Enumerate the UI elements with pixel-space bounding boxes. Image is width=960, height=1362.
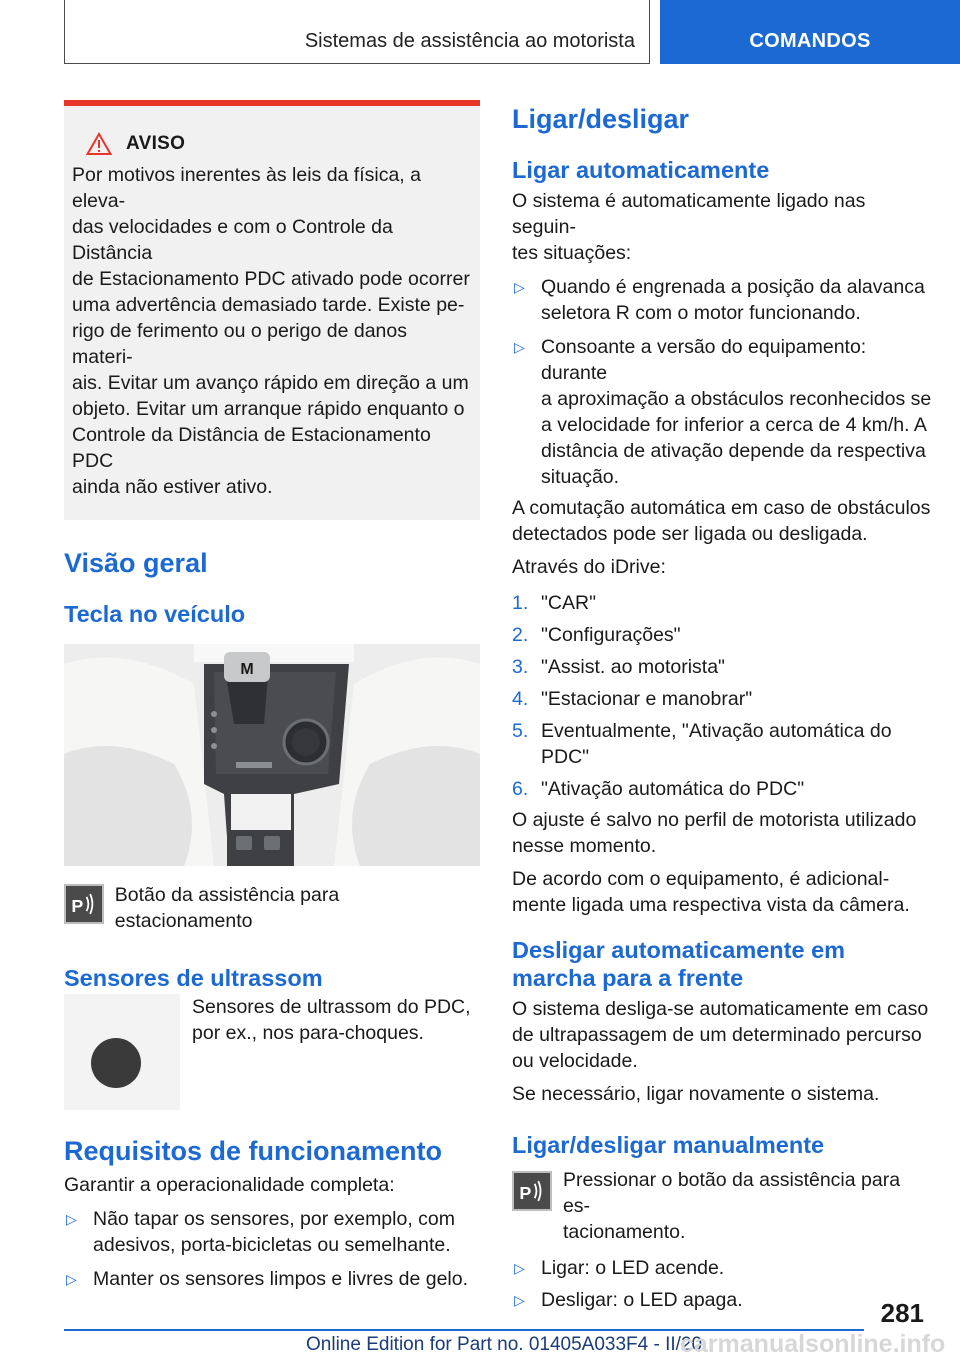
manual-heading: Ligar/desligar manualmente [512, 1132, 825, 1158]
header-tab[interactable] [660, 0, 960, 64]
ultrasonic-sensor-icon [91, 1038, 141, 1088]
step-text: "CAR" [541, 592, 597, 614]
paragraph-line: O ajuste é salvo no perfil de motorista utilizado [512, 809, 917, 831]
step-number: 1. [512, 592, 529, 614]
button-heading: Tecla no veículo [64, 601, 246, 627]
park-assist-icon [64, 884, 104, 924]
requirements-heading: Requisitos de funcionamento [64, 1136, 443, 1166]
step-item [512, 622, 932, 648]
step-number: 4. [512, 688, 529, 710]
warning-line: rigo de ferimento ou o perigo de danos materi- [72, 320, 407, 368]
warning-line: uma advertência demasiado tarde. Existe pe- [72, 294, 465, 316]
switch-text [512, 495, 932, 547]
overview-heading: Visão geral [64, 548, 208, 578]
left-column [64, 100, 480, 1292]
manual-text [563, 1167, 932, 1245]
paragraph-line: tacionamento. [562, 1221, 686, 1243]
sensors-heading: Sensores de ultrassom [64, 965, 323, 991]
step-item [512, 590, 932, 616]
warning-line: objeto. Evitar um arranque rápido enquanto o [72, 398, 465, 420]
list-item-text: Consoante a versão do equipamento: durante [541, 336, 867, 384]
list-item-text: Não tapar os sensores, por exemplo, com [93, 1208, 456, 1230]
step-number: 3. [512, 656, 529, 678]
auto-on-heading: Ligar automaticamente [512, 157, 770, 183]
warning-line: Por motivos inerentes às leis da física, a eleva- [72, 164, 421, 212]
list-item-text: Desligar: o LED apaga. [541, 1289, 743, 1311]
warning-line: Controle da Distância de Estacionamento PDC [72, 424, 431, 472]
bullet-triangle-icon: ▷ [514, 1292, 525, 1308]
bullet-triangle-icon: ▷ [514, 279, 525, 295]
step-text: PDC" [541, 746, 590, 768]
step-number: 6. [512, 778, 529, 800]
paragraph-line: ou velocidade. [512, 1050, 638, 1072]
auto-on-intro [512, 188, 932, 266]
list-item [512, 334, 932, 490]
list-item-text: adesivos, porta-bicicletas ou semelhante. [93, 1234, 451, 1256]
page-number: 281 [880, 1298, 924, 1328]
svg-text:P: P [71, 896, 84, 917]
paragraph-line: O sistema é automaticamente ligado nas seguin- [512, 190, 866, 238]
paragraph-line: Pressionar o botão da assistência para es- [562, 1169, 901, 1217]
step-text: "Configurações" [541, 624, 681, 646]
warning-title: AVISO [126, 133, 186, 154]
requirements-list [64, 1206, 480, 1292]
paragraph-line: mente ligada uma respectiva vista da câmera. [512, 894, 910, 916]
paragraph-line: O sistema desliga-se automaticamente em caso [512, 998, 929, 1020]
step-item [512, 776, 932, 802]
requirements-intro: Garantir a operacionalidade completa: [64, 1174, 395, 1196]
warning-line: de Estacionamento PDC ativado pode ocorrer [72, 268, 470, 290]
list-item-text: Manter os sensores limpos e livres de gelo. [93, 1268, 469, 1290]
warning-triangle-icon [86, 132, 112, 156]
warning-text [72, 162, 470, 500]
right-column [512, 100, 932, 1313]
paragraph-line: A comutação automática em caso de obstáculos [512, 497, 931, 519]
list-item-text: distância de ativação depende da respectiva [541, 440, 926, 462]
sensors-line: Sensores de ultrassom do PDC, [192, 996, 471, 1018]
list-item [64, 1206, 480, 1258]
step-item [512, 686, 932, 712]
ultrasonic-sensor-image [64, 994, 180, 1110]
step-text: "Ativação automática do PDC" [541, 778, 805, 800]
paragraph-line: tes situações: [512, 242, 632, 264]
footer-watermark: carmanualsonline.info [680, 1330, 946, 1358]
sensors-line: por ex., nos para-choques. [192, 1022, 424, 1044]
heading-line: marcha para a frente [512, 965, 744, 991]
park-assist-icon [512, 1171, 552, 1211]
profile-text [512, 807, 932, 859]
footer-edition: Online Edition for Part no. 01405A033F4 - II/20 [306, 1334, 703, 1355]
step-number: 2. [512, 624, 529, 646]
list-item-text: Quando é engrenada a posição da alavanca [541, 276, 925, 298]
list-item-text: seletora R com o motor funcionando. [541, 302, 861, 324]
list-item [64, 1266, 480, 1292]
step-item [512, 718, 932, 770]
button-caption: Botão da assistência para estacionamento [114, 884, 340, 932]
warning-line: das velocidades e com o Controle da Distância [72, 216, 393, 264]
idrive-steps [512, 590, 932, 802]
camera-text [512, 866, 932, 918]
manual-list [512, 1255, 932, 1313]
warning-box [64, 100, 480, 520]
list-item [512, 1255, 932, 1281]
auto-off-text [512, 996, 932, 1074]
idrive-intro: Através do iDrive: [512, 556, 666, 578]
step-text: "Estacionar e manobrar" [541, 688, 753, 710]
warning-line: ainda não estiver ativo. [72, 476, 273, 498]
onoff-heading: Ligar/desligar [512, 104, 690, 134]
vehicle-console-photo [64, 644, 480, 866]
header-section-box [64, 0, 650, 64]
bullet-triangle-icon: ▷ [66, 1211, 77, 1227]
bullet-triangle-icon: ▷ [514, 1260, 525, 1276]
svg-text:P: P [519, 1183, 532, 1204]
paragraph-line: nesse momento. [512, 835, 657, 857]
list-item-text: a velocidade for inferior a cerca de 4 km/h. A [541, 414, 927, 436]
list-item-text: situação. [541, 466, 620, 488]
paragraph-line: de ultrapassagem de um determinado percurso [512, 1024, 922, 1046]
header-section-title: Sistemas de assistência ao motorista [304, 30, 635, 52]
bullet-triangle-icon: ▷ [66, 1271, 77, 1287]
reactivate-text: Se necessário, ligar novamente o sistema. [512, 1083, 880, 1105]
auto-on-list [512, 274, 932, 490]
list-item [512, 1287, 932, 1313]
step-text: "Assist. ao motorista" [541, 656, 725, 678]
list-item-text: Ligar: o LED acende. [541, 1257, 725, 1279]
heading-line: Desligar automaticamente em [512, 937, 846, 963]
step-item [512, 654, 932, 680]
warning-line: ais. Evitar um avanço rápido em direção a um [72, 372, 469, 394]
header-tab-label: COMANDOS [749, 30, 871, 52]
bullet-triangle-icon: ▷ [514, 339, 525, 355]
auto-off-heading [512, 936, 932, 992]
paragraph-line: detectados pode ser ligada ou desligada. [512, 523, 868, 545]
list-item [512, 274, 932, 326]
paragraph-line: De acordo com o equipamento, é adicional- [512, 868, 890, 890]
list-item-text: a aproximação a obstáculos reconhecidos se [541, 388, 932, 410]
step-number: 5. [512, 720, 529, 742]
step-text: Eventualmente, "Ativação automática do [541, 720, 892, 742]
photo-brand-badge: M [240, 661, 254, 678]
